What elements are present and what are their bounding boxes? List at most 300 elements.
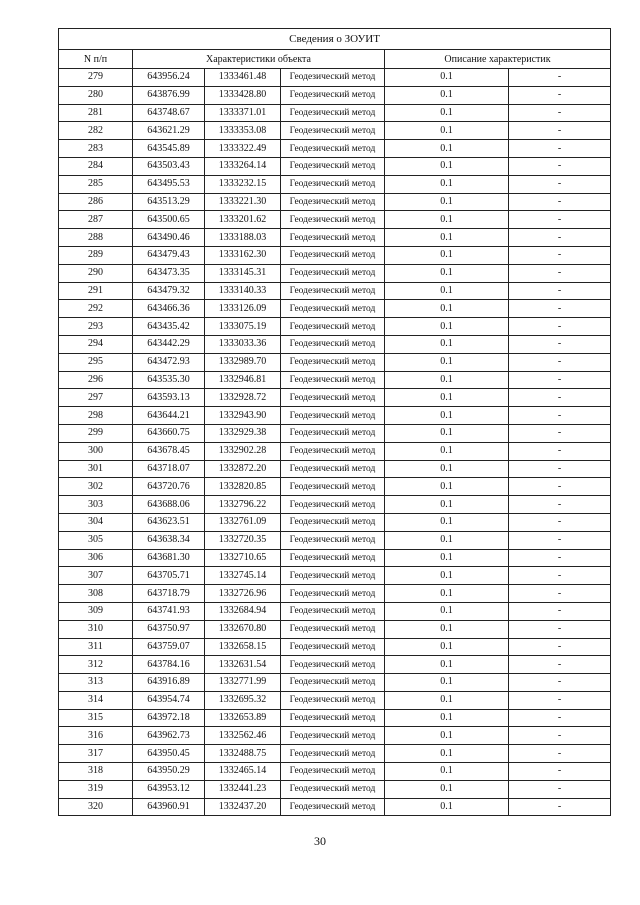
accuracy-cell: 0.1 [385, 798, 509, 816]
method-cell: Геодезический метод [281, 798, 385, 816]
table-row [59, 193, 611, 211]
method-cell: Геодезический метод [281, 157, 385, 175]
description-cell: - [509, 371, 611, 389]
accuracy-cell: 0.1 [385, 745, 509, 763]
x-coordinate-cell: 643500.65 [133, 211, 205, 229]
y-coordinate-cell: 1333322.49 [205, 140, 281, 158]
accuracy-cell: 0.1 [385, 229, 509, 247]
table-row [59, 727, 611, 745]
table-row [59, 763, 611, 781]
table-row [59, 567, 611, 585]
accuracy-cell: 0.1 [385, 104, 509, 122]
table-row [59, 478, 611, 496]
method-cell: Геодезический метод [281, 193, 385, 211]
point-number-cell: 286 [59, 193, 133, 211]
method-cell: Геодезический метод [281, 407, 385, 425]
y-coordinate-cell: 1332745.14 [205, 567, 281, 585]
accuracy-cell: 0.1 [385, 585, 509, 603]
method-cell: Геодезический метод [281, 264, 385, 282]
point-number-cell: 299 [59, 424, 133, 442]
description-cell: - [509, 638, 611, 656]
y-coordinate-cell: 1333126.09 [205, 300, 281, 318]
method-cell: Геодезический метод [281, 104, 385, 122]
method-cell: Геодезический метод [281, 531, 385, 549]
y-coordinate-cell: 1333264.14 [205, 157, 281, 175]
x-coordinate-cell: 643490.46 [133, 229, 205, 247]
point-number-cell: 298 [59, 407, 133, 425]
method-cell: Геодезический метод [281, 442, 385, 460]
table-row [59, 175, 611, 193]
point-number-cell: 283 [59, 140, 133, 158]
accuracy-cell: 0.1 [385, 727, 509, 745]
x-coordinate-cell: 643479.43 [133, 246, 205, 264]
table-row [59, 389, 611, 407]
point-number-cell: 301 [59, 460, 133, 478]
x-coordinate-cell: 643972.18 [133, 709, 205, 727]
method-cell: Геодезический метод [281, 122, 385, 140]
y-coordinate-cell: 1332929.38 [205, 424, 281, 442]
point-number-cell: 306 [59, 549, 133, 567]
accuracy-cell: 0.1 [385, 211, 509, 229]
table-row [59, 300, 611, 318]
x-coordinate-cell: 643678.45 [133, 442, 205, 460]
table-row [59, 549, 611, 567]
table-row [59, 335, 611, 353]
x-coordinate-cell: 643741.93 [133, 602, 205, 620]
y-coordinate-cell: 1332761.09 [205, 513, 281, 531]
table-row [59, 122, 611, 140]
x-coordinate-cell: 643953.12 [133, 780, 205, 798]
y-coordinate-cell: 1332465.14 [205, 763, 281, 781]
point-number-cell: 287 [59, 211, 133, 229]
description-cell: - [509, 69, 611, 87]
y-coordinate-cell: 1333371.01 [205, 104, 281, 122]
accuracy-cell: 0.1 [385, 478, 509, 496]
method-cell: Геодезический метод [281, 389, 385, 407]
method-cell: Геодезический метод [281, 620, 385, 638]
y-coordinate-cell: 1333188.03 [205, 229, 281, 247]
accuracy-cell: 0.1 [385, 567, 509, 585]
point-number-cell: 285 [59, 175, 133, 193]
x-coordinate-cell: 643638.34 [133, 531, 205, 549]
y-coordinate-cell: 1332726.96 [205, 585, 281, 603]
table-row [59, 229, 611, 247]
y-coordinate-cell: 1332771.99 [205, 674, 281, 692]
x-coordinate-cell: 643954.74 [133, 691, 205, 709]
description-cell: - [509, 246, 611, 264]
accuracy-cell: 0.1 [385, 620, 509, 638]
method-cell: Геодезический метод [281, 549, 385, 567]
point-number-cell: 297 [59, 389, 133, 407]
method-cell: Геодезический метод [281, 246, 385, 264]
description-cell: - [509, 478, 611, 496]
point-number-cell: 292 [59, 300, 133, 318]
point-number-cell: 318 [59, 763, 133, 781]
table-row [59, 780, 611, 798]
description-cell: - [509, 389, 611, 407]
description-cell: - [509, 513, 611, 531]
y-coordinate-cell: 1332631.54 [205, 656, 281, 674]
table-row [59, 424, 611, 442]
y-coordinate-cell: 1332658.15 [205, 638, 281, 656]
y-coordinate-cell: 1332989.70 [205, 353, 281, 371]
method-cell: Геодезический метод [281, 86, 385, 104]
x-coordinate-cell: 643705.71 [133, 567, 205, 585]
method-cell: Геодезический метод [281, 460, 385, 478]
header-description: Описание характеристик [385, 50, 611, 69]
accuracy-cell: 0.1 [385, 656, 509, 674]
x-coordinate-cell: 643950.45 [133, 745, 205, 763]
accuracy-cell: 0.1 [385, 246, 509, 264]
x-coordinate-cell: 643916.89 [133, 674, 205, 692]
table-row [59, 460, 611, 478]
method-cell: Геодезический метод [281, 709, 385, 727]
table-row [59, 211, 611, 229]
y-coordinate-cell: 1332695.32 [205, 691, 281, 709]
point-number-cell: 305 [59, 531, 133, 549]
method-cell: Геодезический метод [281, 763, 385, 781]
accuracy-cell: 0.1 [385, 335, 509, 353]
method-cell: Геодезический метод [281, 780, 385, 798]
description-cell: - [509, 496, 611, 514]
point-number-cell: 281 [59, 104, 133, 122]
method-cell: Геодезический метод [281, 300, 385, 318]
y-coordinate-cell: 1332710.65 [205, 549, 281, 567]
y-coordinate-cell: 1332720.35 [205, 531, 281, 549]
x-coordinate-cell: 643442.29 [133, 335, 205, 353]
accuracy-cell: 0.1 [385, 460, 509, 478]
x-coordinate-cell: 643718.07 [133, 460, 205, 478]
description-cell: - [509, 407, 611, 425]
accuracy-cell: 0.1 [385, 549, 509, 567]
accuracy-cell: 0.1 [385, 513, 509, 531]
y-coordinate-cell: 1332441.23 [205, 780, 281, 798]
description-cell: - [509, 318, 611, 336]
table-row [59, 620, 611, 638]
method-cell: Геодезический метод [281, 727, 385, 745]
point-number-cell: 309 [59, 602, 133, 620]
x-coordinate-cell: 643535.30 [133, 371, 205, 389]
y-coordinate-cell: 1332872.20 [205, 460, 281, 478]
accuracy-cell: 0.1 [385, 638, 509, 656]
accuracy-cell: 0.1 [385, 602, 509, 620]
method-cell: Геодезический метод [281, 140, 385, 158]
point-number-cell: 313 [59, 674, 133, 692]
point-number-cell: 308 [59, 585, 133, 603]
x-coordinate-cell: 643759.07 [133, 638, 205, 656]
x-coordinate-cell: 643720.76 [133, 478, 205, 496]
point-number-cell: 307 [59, 567, 133, 585]
y-coordinate-cell: 1332902.28 [205, 442, 281, 460]
point-number-cell: 303 [59, 496, 133, 514]
header-num: N п/п [59, 50, 133, 69]
table-row [59, 442, 611, 460]
x-coordinate-cell: 643621.29 [133, 122, 205, 140]
table-row [59, 246, 611, 264]
method-cell: Геодезический метод [281, 335, 385, 353]
accuracy-cell: 0.1 [385, 193, 509, 211]
y-coordinate-cell: 1333232.15 [205, 175, 281, 193]
description-cell: - [509, 602, 611, 620]
description-cell: - [509, 300, 611, 318]
method-cell: Геодезический метод [281, 496, 385, 514]
x-coordinate-cell: 643623.51 [133, 513, 205, 531]
y-coordinate-cell: 1333221.30 [205, 193, 281, 211]
description-cell: - [509, 282, 611, 300]
accuracy-cell: 0.1 [385, 442, 509, 460]
point-number-cell: 319 [59, 780, 133, 798]
x-coordinate-cell: 643473.35 [133, 264, 205, 282]
x-coordinate-cell: 643718.79 [133, 585, 205, 603]
accuracy-cell: 0.1 [385, 496, 509, 514]
x-coordinate-cell: 643495.53 [133, 175, 205, 193]
x-coordinate-cell: 643593.13 [133, 389, 205, 407]
accuracy-cell: 0.1 [385, 175, 509, 193]
accuracy-cell: 0.1 [385, 282, 509, 300]
accuracy-cell: 0.1 [385, 264, 509, 282]
point-number-cell: 296 [59, 371, 133, 389]
x-coordinate-cell: 643435.42 [133, 318, 205, 336]
description-cell: - [509, 193, 611, 211]
table-row [59, 496, 611, 514]
table-row [59, 86, 611, 104]
x-coordinate-cell: 643681.30 [133, 549, 205, 567]
method-cell: Геодезический метод [281, 229, 385, 247]
method-cell: Геодезический метод [281, 513, 385, 531]
method-cell: Геодезический метод [281, 371, 385, 389]
description-cell: - [509, 567, 611, 585]
method-cell: Геодезический метод [281, 656, 385, 674]
x-coordinate-cell: 643876.99 [133, 86, 205, 104]
method-cell: Геодезический метод [281, 638, 385, 656]
method-cell: Геодезический метод [281, 211, 385, 229]
accuracy-cell: 0.1 [385, 780, 509, 798]
description-cell: - [509, 424, 611, 442]
table-row [59, 264, 611, 282]
x-coordinate-cell: 643472.93 [133, 353, 205, 371]
x-coordinate-cell: 643503.43 [133, 157, 205, 175]
table-row [59, 745, 611, 763]
y-coordinate-cell: 1332684.94 [205, 602, 281, 620]
x-coordinate-cell: 643960.91 [133, 798, 205, 816]
method-cell: Геодезический метод [281, 282, 385, 300]
accuracy-cell: 0.1 [385, 371, 509, 389]
point-number-cell: 302 [59, 478, 133, 496]
table-row [59, 513, 611, 531]
point-number-cell: 316 [59, 727, 133, 745]
point-number-cell: 311 [59, 638, 133, 656]
point-number-cell: 300 [59, 442, 133, 460]
y-coordinate-cell: 1332928.72 [205, 389, 281, 407]
y-coordinate-cell: 1333162.30 [205, 246, 281, 264]
method-cell: Геодезический метод [281, 353, 385, 371]
table-row [59, 353, 611, 371]
x-coordinate-cell: 643956.24 [133, 69, 205, 87]
x-coordinate-cell: 643466.36 [133, 300, 205, 318]
y-coordinate-cell: 1332488.75 [205, 745, 281, 763]
accuracy-cell: 0.1 [385, 69, 509, 87]
description-cell: - [509, 763, 611, 781]
method-cell: Геодезический метод [281, 424, 385, 442]
description-cell: - [509, 264, 611, 282]
page-number: 30 [314, 834, 326, 848]
accuracy-cell: 0.1 [385, 531, 509, 549]
accuracy-cell: 0.1 [385, 318, 509, 336]
table-row [59, 709, 611, 727]
y-coordinate-cell: 1332670.80 [205, 620, 281, 638]
accuracy-cell: 0.1 [385, 674, 509, 692]
point-number-cell: 310 [59, 620, 133, 638]
y-coordinate-cell: 1333201.62 [205, 211, 281, 229]
y-coordinate-cell: 1333428.80 [205, 86, 281, 104]
description-cell: - [509, 727, 611, 745]
x-coordinate-cell: 643660.75 [133, 424, 205, 442]
y-coordinate-cell: 1333461.48 [205, 69, 281, 87]
table-body [59, 69, 611, 816]
header-characteristics: Характеристики объекта [133, 50, 385, 69]
table-row [59, 585, 611, 603]
description-cell: - [509, 442, 611, 460]
y-coordinate-cell: 1332562.46 [205, 727, 281, 745]
method-cell: Геодезический метод [281, 69, 385, 87]
point-number-cell: 315 [59, 709, 133, 727]
description-cell: - [509, 709, 611, 727]
method-cell: Геодезический метод [281, 567, 385, 585]
y-coordinate-cell: 1332820.85 [205, 478, 281, 496]
table-row [59, 656, 611, 674]
accuracy-cell: 0.1 [385, 86, 509, 104]
description-cell: - [509, 157, 611, 175]
description-cell: - [509, 229, 611, 247]
description-cell: - [509, 122, 611, 140]
table-row [59, 602, 611, 620]
description-cell: - [509, 620, 611, 638]
table-row [59, 140, 611, 158]
accuracy-cell: 0.1 [385, 763, 509, 781]
method-cell: Геодезический метод [281, 674, 385, 692]
table-row [59, 531, 611, 549]
description-cell: - [509, 780, 611, 798]
point-number-cell: 304 [59, 513, 133, 531]
accuracy-cell: 0.1 [385, 709, 509, 727]
description-cell: - [509, 798, 611, 816]
point-number-cell: 279 [59, 69, 133, 87]
point-number-cell: 294 [59, 335, 133, 353]
y-coordinate-cell: 1333075.19 [205, 318, 281, 336]
description-cell: - [509, 353, 611, 371]
description-cell: - [509, 691, 611, 709]
y-coordinate-cell: 1332653.89 [205, 709, 281, 727]
x-coordinate-cell: 643644.21 [133, 407, 205, 425]
description-cell: - [509, 674, 611, 692]
method-cell: Геодезический метод [281, 585, 385, 603]
zouit-table [58, 28, 611, 816]
point-number-cell: 291 [59, 282, 133, 300]
x-coordinate-cell: 643784.16 [133, 656, 205, 674]
method-cell: Геодезический метод [281, 691, 385, 709]
table-row [59, 318, 611, 336]
description-cell: - [509, 104, 611, 122]
description-cell: - [509, 531, 611, 549]
method-cell: Геодезический метод [281, 478, 385, 496]
point-number-cell: 289 [59, 246, 133, 264]
accuracy-cell: 0.1 [385, 122, 509, 140]
table-row [59, 691, 611, 709]
point-number-cell: 288 [59, 229, 133, 247]
table-row [59, 371, 611, 389]
table-row [59, 407, 611, 425]
zouit-table-sheet [58, 28, 610, 816]
x-coordinate-cell: 643750.97 [133, 620, 205, 638]
accuracy-cell: 0.1 [385, 140, 509, 158]
method-cell: Геодезический метод [281, 318, 385, 336]
description-cell: - [509, 86, 611, 104]
method-cell: Геодезический метод [281, 745, 385, 763]
x-coordinate-cell: 643962.73 [133, 727, 205, 745]
x-coordinate-cell: 643513.29 [133, 193, 205, 211]
table-row [59, 674, 611, 692]
accuracy-cell: 0.1 [385, 353, 509, 371]
x-coordinate-cell: 643688.06 [133, 496, 205, 514]
point-number-cell: 317 [59, 745, 133, 763]
table-row [59, 69, 611, 87]
y-coordinate-cell: 1333353.08 [205, 122, 281, 140]
y-coordinate-cell: 1332437.20 [205, 798, 281, 816]
point-number-cell: 312 [59, 656, 133, 674]
description-cell: - [509, 585, 611, 603]
description-cell: - [509, 460, 611, 478]
table-row [59, 798, 611, 816]
table-row [59, 282, 611, 300]
method-cell: Геодезический метод [281, 602, 385, 620]
point-number-cell: 282 [59, 122, 133, 140]
description-cell: - [509, 656, 611, 674]
y-coordinate-cell: 1332796.22 [205, 496, 281, 514]
x-coordinate-cell: 643748.67 [133, 104, 205, 122]
table-row [59, 104, 611, 122]
y-coordinate-cell: 1333140.33 [205, 282, 281, 300]
point-number-cell: 284 [59, 157, 133, 175]
point-number-cell: 314 [59, 691, 133, 709]
description-cell: - [509, 175, 611, 193]
accuracy-cell: 0.1 [385, 157, 509, 175]
description-cell: - [509, 140, 611, 158]
x-coordinate-cell: 643950.29 [133, 763, 205, 781]
y-coordinate-cell: 1332943.90 [205, 407, 281, 425]
table-title: Сведения о ЗОУИТ [59, 29, 611, 50]
y-coordinate-cell: 1332946.81 [205, 371, 281, 389]
point-number-cell: 320 [59, 798, 133, 816]
table-row [59, 157, 611, 175]
y-coordinate-cell: 1333145.31 [205, 264, 281, 282]
point-number-cell: 280 [59, 86, 133, 104]
table-row [59, 638, 611, 656]
x-coordinate-cell: 643545.89 [133, 140, 205, 158]
y-coordinate-cell: 1333033.36 [205, 335, 281, 353]
method-cell: Геодезический метод [281, 175, 385, 193]
accuracy-cell: 0.1 [385, 424, 509, 442]
description-cell: - [509, 211, 611, 229]
description-cell: - [509, 549, 611, 567]
description-cell: - [509, 335, 611, 353]
point-number-cell: 293 [59, 318, 133, 336]
accuracy-cell: 0.1 [385, 407, 509, 425]
accuracy-cell: 0.1 [385, 691, 509, 709]
accuracy-cell: 0.1 [385, 389, 509, 407]
x-coordinate-cell: 643479.32 [133, 282, 205, 300]
accuracy-cell: 0.1 [385, 300, 509, 318]
description-cell: - [509, 745, 611, 763]
